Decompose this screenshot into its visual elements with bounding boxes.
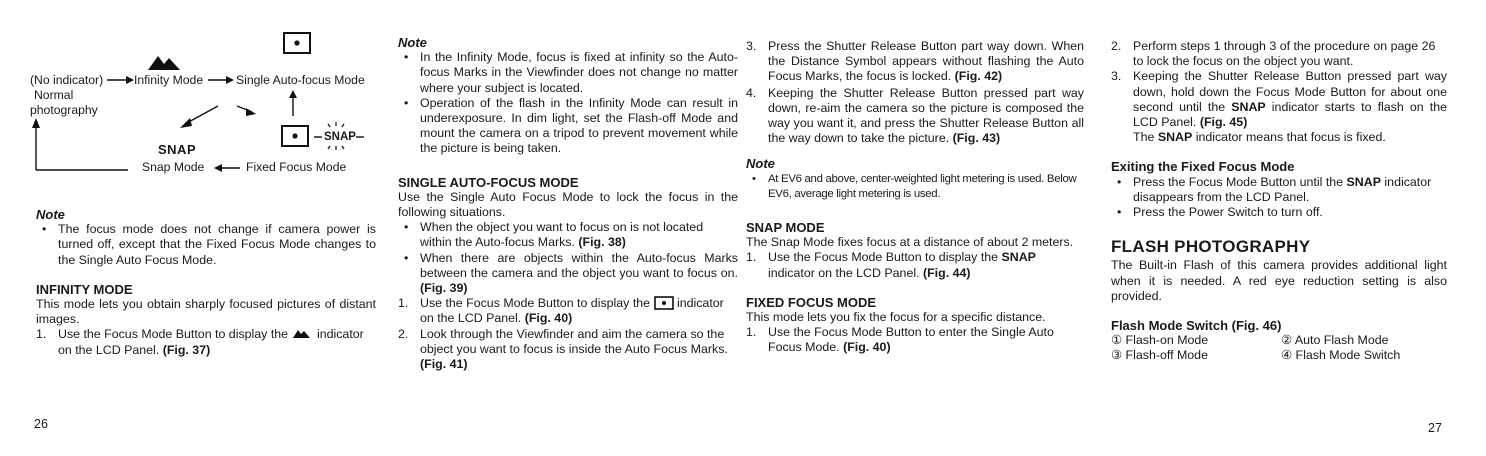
flash-mode-item: ③ Flash-off Mode: [1111, 348, 1208, 363]
diagram-fixed-focus-mode: Fixed Focus Mode: [246, 160, 347, 174]
fixed-focus-heading: FIXED FOCUS MODE: [746, 294, 877, 310]
fixed-focus-step-1: 1. Use the Focus Mode Button to enter the Single Auto Focus Mode. (Fig. 40): [746, 325, 1054, 355]
step-4: 4. Keeping the Shutter Release Button pressed part way down, re-aim the camera so the picture is composed the way you want it, and press the Shutter Release Button all the way down to take the picture. (Fig. 43): [746, 85, 1084, 146]
note-item: • At EV6 and above, center-weighted light metering is used. Below EV6, average light metering is used.: [746, 172, 1084, 202]
diagram-infinity-mode: Infinity Mode: [134, 73, 204, 87]
single-af-step-2: 2. Look through the Viewfinder and aim the camera so the object you want to focus is inside the Auto Focus Marks. (Fig. 41): [398, 326, 728, 372]
note-heading-2: Note: [398, 35, 427, 50]
focus-box-icon-inline: [654, 296, 674, 310]
fixed-step-2: 2. Perform steps 1 through 3 of the procedure on page 26 to lock the focus on the object you want.: [1111, 39, 1436, 69]
column-2: [398, 35, 738, 372]
mountain-icon: [148, 56, 180, 70]
exit-bullet-2: • Press the Power Switch to turn off.: [1111, 205, 1447, 220]
diagram-photography: photography: [30, 103, 98, 117]
note-item: • The focus mode does not change if camera power is turned off, except that the Fixed Focus Mode changes to the Single Auto Focus Mode.: [36, 222, 376, 268]
focus-mode-diagram: [30, 0, 410, 200]
column-3: [746, 39, 1084, 356]
exit-bullet-1: • Press the Focus Mode Button until the SNAP indicator disappears from the LCD Panel.: [1111, 175, 1447, 205]
snap-step-1: 1. Use the Focus Mode Button to display the SNAP indicator on the LCD Panel. (Fig. 44): [746, 250, 1036, 280]
note-item: • Operation of the flash in the Infinity Mode can result in underexposure. In dim light, set the Flash-off Mode and mount the camera on a tripod to prevent movement while the picture is being taken.: [398, 96, 738, 157]
snap-mode-text: The Snap Mode fixes focus at a distance of about 2 meters.: [746, 235, 1074, 250]
flash-mode-list: [1111, 333, 1447, 363]
flash-mode-item: ② Auto Flash Mode: [1281, 333, 1389, 348]
diagram-snap-left: SNAP: [158, 142, 197, 157]
note-heading-3: Note: [746, 156, 775, 172]
step-3: 3. Press the Shutter Release Button part way down. When the Distance Symbol appears without flashing the Auto Focus Marks, the focus is locked. (Fig. 42): [746, 39, 1084, 84]
single-af-heading: SINGLE AUTO-FOCUS MODE: [398, 174, 579, 190]
snap-mode-heading: SNAP MODE: [746, 220, 825, 236]
note-item: • In the Infinity Mode, focus is fixed at infinity so the Auto-focus Marks in the Viewfinder does not change no matter where your subject is located.: [398, 50, 738, 96]
fixed-focus-text: This mode lets you fix the focus for a specific distance.: [746, 310, 1046, 325]
diagram-snap-mode: Snap Mode: [142, 160, 205, 174]
note-heading: Note: [36, 207, 65, 222]
flash-mode-switch-heading: Flash Mode Switch (Fig. 46): [1111, 318, 1282, 334]
diagram-snap-right: SNAP: [324, 131, 356, 143]
single-af-text: Use the Single Auto Focus Mode to lock the focus in the following situations.: [398, 189, 738, 220]
diagram-arrows: [30, 0, 410, 200]
fixed-step-3: 3. Keeping the Shutter Release Button pressed part way down, hold down the Focus Mode Button for about one second until the SNAP indicator starts to flash on the LCD Panel. (Fig. 45) The SNAP indicator means that focus is fixed.: [1111, 69, 1447, 145]
flash-mode-item: ① Flash-on Mode: [1111, 333, 1209, 348]
infinity-step-1: 1. Use the Focus Mode Button to display the indicator on the LCD Panel. (Fig. 37): [36, 327, 364, 357]
single-af-bullet-1: • When the object you want to focus on is not located within the Auto-focus Marks. (Fig. 38): [398, 220, 738, 250]
diagram-normal: Normal: [34, 88, 74, 102]
diagram-single-af-mode: Single Auto-focus Mode: [236, 73, 365, 87]
single-af-step-1: 1. Use the Focus Mode Button to display the indicator on the LCD Panel. (Fig. 40): [398, 296, 724, 326]
page-number-right: 27: [1428, 421, 1442, 435]
infinity-mode-text: This mode lets you obtain sharply focused pictures of distant images.: [36, 297, 376, 327]
flash-photography-heading: FLASH PHOTOGRAPHY: [1111, 237, 1311, 257]
flash-mode-item: ④ Flash Mode Switch: [1281, 348, 1401, 363]
diagram-no-indicator: (No indicator): [30, 73, 104, 87]
flash-photography-text: The Built-in Flash of this camera provides additional light when it is needed. A red eye reduction setting is also provided.: [1111, 258, 1447, 303]
mountain-icon-inline: [292, 328, 314, 338]
infinity-mode-heading: INFINITY MODE: [36, 281, 133, 297]
exit-fixed-heading: Exiting the Fixed Focus Mode: [1111, 159, 1295, 175]
page-number-left: 26: [34, 417, 48, 431]
single-af-bullet-2: • When there are objects within the Auto-focus Marks between the camera and the object you want to focus on. (Fig. 39): [398, 251, 738, 297]
column-4: [1111, 39, 1447, 364]
